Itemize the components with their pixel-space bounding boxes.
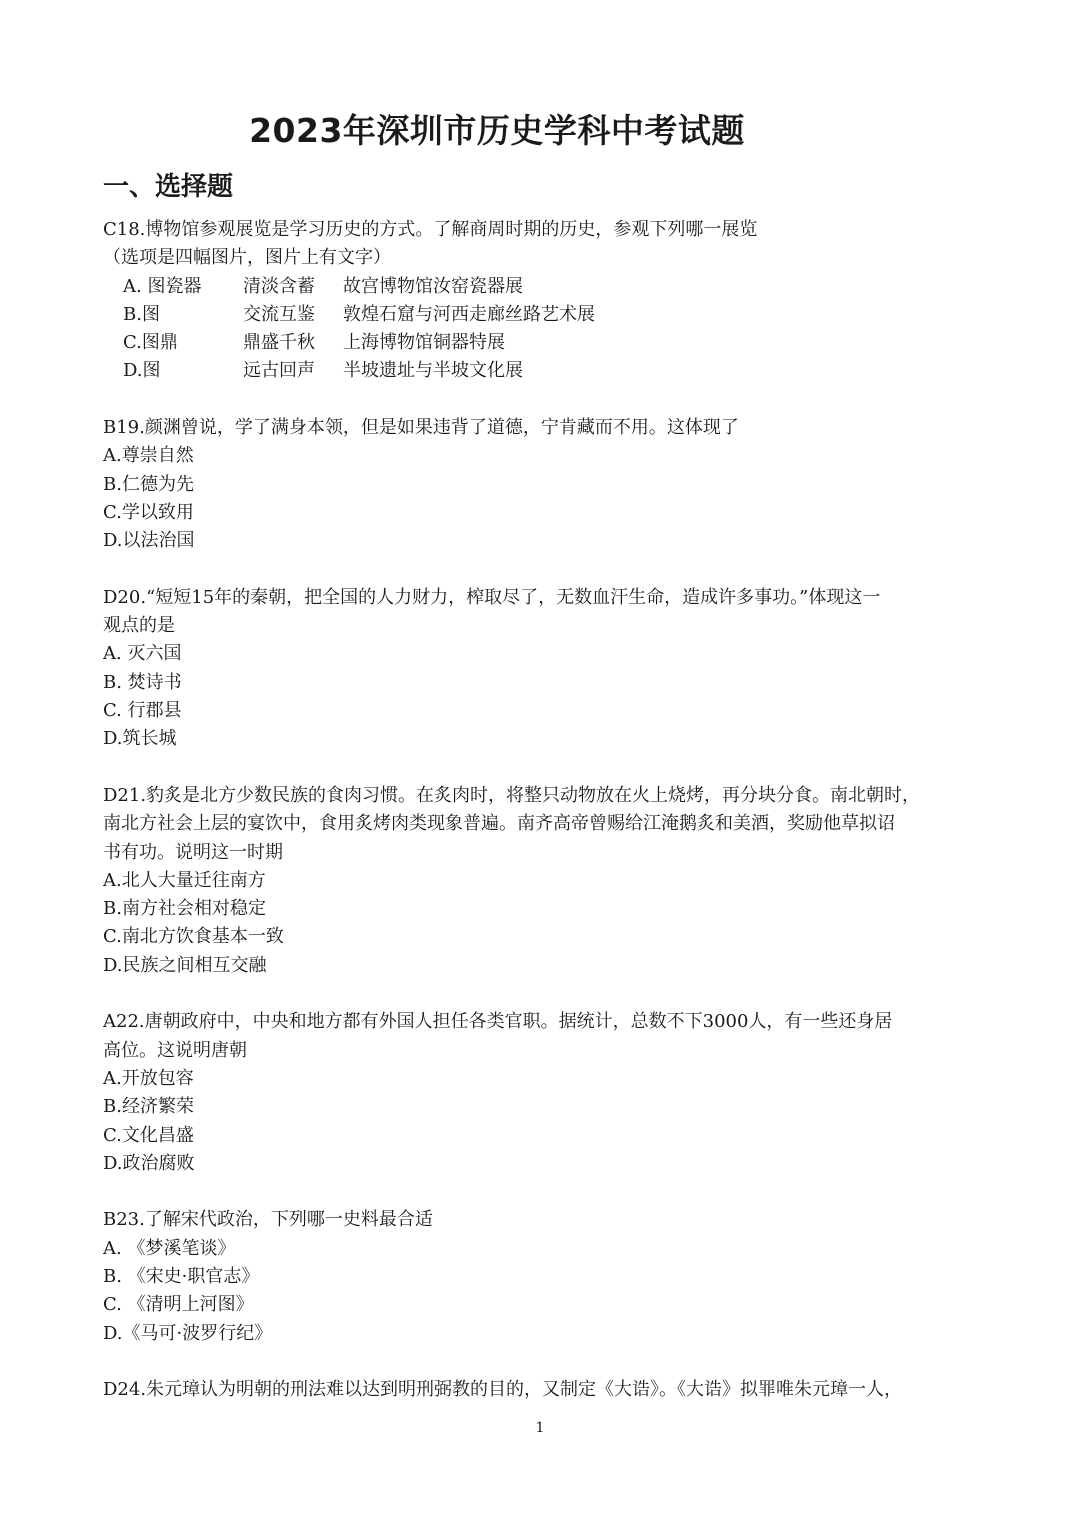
q18-option-a-theme: 清淡含蓄 bbox=[243, 275, 315, 297]
q20-stem-line1: D20.“短短15年的秦朝，把全国的人力财力，榨取尽了，无数血汗生命，造成许多事功。”体现这一 bbox=[103, 586, 881, 608]
q18-option-b bbox=[103, 301, 983, 329]
q21-option-c: C.南北方饮食基本一致 bbox=[103, 926, 284, 948]
q20-stem-line2: 观点的是 bbox=[103, 615, 175, 637]
q18-option-d-theme: 远古回声 bbox=[243, 360, 315, 382]
page-title: 2023年深圳市历史学科中考试题 bbox=[249, 111, 745, 150]
q23-option-a: A. 《梦溪笔谈》 bbox=[103, 1237, 236, 1259]
q20-option-c: C. 行郡县 bbox=[103, 700, 182, 722]
q24-stem-line1: D24.朱元璋认为明朝的刑法难以达到明刑弼教的目的，又制定《大诰》。《大诰》拟罪唯朱元璋一人， bbox=[103, 1379, 903, 1401]
q21-stem-line2: 南北方社会上层的宴饮中，食用炙烤肉类现象普遍。南齐高帝曾赐给江淹鹅炙和美酒，奖励他草拟诏 bbox=[103, 813, 895, 835]
question-list bbox=[103, 216, 983, 1404]
q21-option-b: B.南方社会相对稳定 bbox=[103, 898, 266, 920]
q18-option-b-theme: 交流互鉴 bbox=[243, 303, 315, 325]
q19-option-c: C.学以致用 bbox=[103, 501, 194, 523]
q21-option-a: A.北人大量迁往南方 bbox=[103, 869, 266, 891]
q18-option-b-exhibit: 敦煌石窟与河西走廊丝路艺术展 bbox=[343, 303, 595, 325]
q18-option-b-label: B.图 bbox=[123, 303, 160, 325]
q23-option-c: C. 《清明上河图》 bbox=[103, 1294, 254, 1316]
q20-option-d: D.筑长城 bbox=[103, 728, 177, 750]
q18-option-d bbox=[103, 357, 983, 385]
q19-option-a: A.尊崇自然 bbox=[103, 445, 194, 467]
q21-stem-line1: D21.豹炙是北方少数民族的食肉习惯。在炙肉时，将整只动物放在火上烧烤，再分块分食。南北朝时， bbox=[103, 784, 921, 806]
q19-option-b: B.仁德为先 bbox=[103, 473, 194, 495]
q22-option-c: C.文化昌盛 bbox=[103, 1124, 194, 1146]
q20-option-b: B. 焚诗书 bbox=[103, 671, 182, 693]
q23-option-d: D.《马可·波罗行纪》 bbox=[103, 1322, 273, 1344]
q18-option-c-exhibit: 上海博物馆铜器特展 bbox=[343, 332, 505, 354]
section-heading: 一、选择题 bbox=[103, 172, 234, 202]
q18-note: （选项是四幅图片，图片上有文字） bbox=[103, 247, 391, 269]
q21-option-d: D.民族之间相互交融 bbox=[103, 954, 267, 976]
q22-option-b: B.经济繁荣 bbox=[103, 1096, 194, 1118]
q18-option-a-exhibit: 故宫博物馆汝窑瓷器展 bbox=[343, 275, 523, 297]
q18-option-d-exhibit: 半坡遗址与半坡文化展 bbox=[343, 360, 523, 382]
q18-option-a-label: A. 图瓷器 bbox=[123, 275, 202, 297]
q20-option-a: A. 灭六国 bbox=[103, 643, 182, 665]
q18-option-d-label: D.图 bbox=[123, 360, 161, 382]
q23-option-b: B. 《宋史·职官志》 bbox=[103, 1265, 260, 1287]
q19-stem: B19.颜渊曾说，学了满身本领，但是如果违背了道德，宁肯藏而不用。这体现了 bbox=[103, 417, 739, 439]
q22-stem-line1: A22.唐朝政府中，中央和地方都有外国人担任各类官职。据统计，总数不下3000人，有一些还身居 bbox=[103, 1011, 893, 1033]
q18-option-a bbox=[103, 273, 983, 301]
page-number: 1 bbox=[535, 1420, 545, 1436]
q23-stem: B23.了解宋代政治，下列哪一史料最合适 bbox=[103, 1209, 433, 1231]
q18-stem: C18.博物馆参观展览是学习历史的方式。了解商周时期的历史，参观下列哪一展览 bbox=[103, 219, 758, 240]
q22-option-d: D.政治腐败 bbox=[103, 1152, 195, 1174]
q18-option-c-theme: 鼎盛千秋 bbox=[243, 332, 315, 354]
q21-stem-line3: 书有功。说明这一时期 bbox=[103, 841, 283, 863]
q22-stem-line2: 高位。这说明唐朝 bbox=[103, 1039, 247, 1061]
q19-option-d: D.以法治国 bbox=[103, 530, 195, 552]
q18-option-c-label: C.图鼎 bbox=[123, 332, 178, 354]
q18-option-c bbox=[103, 329, 983, 357]
q22-option-a: A.开放包容 bbox=[103, 1067, 194, 1089]
